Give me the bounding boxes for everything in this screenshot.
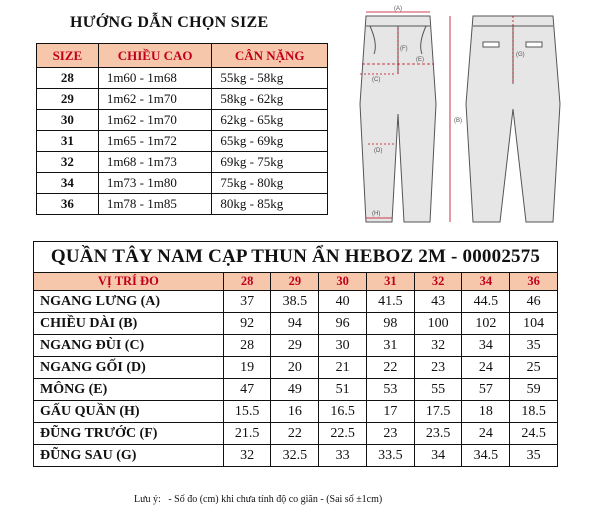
- height-cell: 1m65 - 1m72: [98, 131, 212, 152]
- measure-value: 104: [510, 313, 558, 335]
- table-row: [37, 89, 328, 110]
- table-row: [34, 379, 558, 401]
- measure-value: 34: [414, 445, 462, 467]
- label-a: (A): [394, 6, 402, 12]
- table-row: [37, 110, 328, 131]
- measure-value: 94: [271, 313, 319, 335]
- weight-cell: 69kg - 75kg: [212, 152, 328, 173]
- height-cell: 1m62 - 1m70: [98, 110, 212, 131]
- size-cell: 28: [37, 68, 99, 89]
- note-prefix: Lưu ý:: [134, 494, 161, 505]
- measure-value: 38.5: [271, 291, 319, 313]
- weight-cell: 62kg - 65kg: [212, 110, 328, 131]
- back-pants-illustration: [466, 16, 560, 222]
- table-row: [34, 423, 558, 445]
- position-header: VỊ TRÍ ĐO: [34, 273, 224, 291]
- measure-value: 98: [366, 313, 414, 335]
- measure-value: 35: [510, 445, 558, 467]
- measure-value: 44.5: [462, 291, 510, 313]
- height-cell: 1m68 - 1m73: [98, 152, 212, 173]
- height-header: CHIỀU CAO: [98, 44, 212, 68]
- label-b: (B): [454, 118, 462, 124]
- weight-cell: 55kg - 58kg: [212, 68, 328, 89]
- measure-value: 34.5: [462, 445, 510, 467]
- measure-value: 25: [510, 357, 558, 379]
- size-cell: 32: [37, 152, 99, 173]
- size-col-header: 32: [414, 273, 462, 291]
- table-row: [37, 68, 328, 89]
- size-guide-title: HƯỚNG DẪN CHỌN SIZE: [70, 14, 269, 31]
- measure-value: 17: [366, 401, 414, 423]
- measure-value: 22.5: [319, 423, 367, 445]
- size-col-header: 30: [319, 273, 367, 291]
- measure-value: 22: [366, 357, 414, 379]
- measure-label: MÔNG (E): [34, 379, 224, 401]
- size-col-header: 36: [510, 273, 558, 291]
- table-row: [34, 313, 558, 335]
- measure-value: 28: [223, 335, 271, 357]
- measure-value: 33.5: [366, 445, 414, 467]
- table-row: [34, 335, 558, 357]
- measure-label: GẤU QUẦN (H): [34, 401, 224, 423]
- measure-value: 41.5: [366, 291, 414, 313]
- measure-value: 21.5: [223, 423, 271, 445]
- product-title: QUẦN TÂY NAM CẠP THUN ẨN HEBOZ 2M - 00002575: [34, 242, 558, 273]
- size-cell: 31: [37, 131, 99, 152]
- measure-value: 46: [510, 291, 558, 313]
- measure-value: 21: [319, 357, 367, 379]
- table-row: [34, 401, 558, 423]
- measure-label: NGANG LƯNG (A): [34, 291, 224, 313]
- label-e: (E): [416, 57, 424, 63]
- measure-value: 92: [223, 313, 271, 335]
- footnote: [134, 494, 454, 505]
- measure-value: 100: [414, 313, 462, 335]
- size-col-header: 29: [271, 273, 319, 291]
- size-guide-header-row: [37, 44, 328, 68]
- weight-cell: 80kg - 85kg: [212, 194, 328, 215]
- measure-label: NGANG GỐI (D): [34, 357, 224, 379]
- measure-value: 30: [319, 335, 367, 357]
- table-row: [37, 194, 328, 215]
- label-d: (D): [374, 148, 383, 154]
- table-row: [37, 152, 328, 173]
- measure-value: 18.5: [510, 401, 558, 423]
- measure-value: 29: [271, 335, 319, 357]
- measure-value: 24: [462, 423, 510, 445]
- weight-header: CÂN NẶNG: [212, 44, 328, 68]
- measure-value: 32: [223, 445, 271, 467]
- measure-value: 24: [462, 357, 510, 379]
- measure-value: 17.5: [414, 401, 462, 423]
- measure-value: 16: [271, 401, 319, 423]
- measure-value: 51: [319, 379, 367, 401]
- measure-value: 18: [462, 401, 510, 423]
- table-row: [34, 357, 558, 379]
- measure-value: 15.5: [223, 401, 271, 423]
- measure-value: 19: [223, 357, 271, 379]
- weight-cell: 65kg - 69kg: [212, 131, 328, 152]
- height-cell: 1m73 - 1m80: [98, 173, 212, 194]
- size-cell: 34: [37, 173, 99, 194]
- measurement-table: [33, 241, 558, 467]
- measure-value: 57: [462, 379, 510, 401]
- weight-cell: 58kg - 62kg: [212, 89, 328, 110]
- size-header: SIZE: [37, 44, 99, 68]
- measure-label: CHIỀU DÀI (B): [34, 313, 224, 335]
- measure-value: 20: [271, 357, 319, 379]
- label-f: (F): [400, 46, 408, 52]
- label-c: (C): [372, 77, 381, 83]
- size-cell: 29: [37, 89, 99, 110]
- measure-label: ĐŨNG TRƯỚC (F): [34, 423, 224, 445]
- label-g: (G): [516, 52, 525, 58]
- measure-value: 23: [414, 357, 462, 379]
- measure-value: 53: [366, 379, 414, 401]
- height-cell: 1m78 - 1m85: [98, 194, 212, 215]
- height-cell: 1m60 - 1m68: [98, 68, 212, 89]
- measure-value: 59: [510, 379, 558, 401]
- weight-cell: 75kg - 80kg: [212, 173, 328, 194]
- measure-value: 37: [223, 291, 271, 313]
- measure-value: 16.5: [319, 401, 367, 423]
- measurement-header-row: [34, 273, 558, 291]
- measure-value: 31: [366, 335, 414, 357]
- measure-value: 23.5: [414, 423, 462, 445]
- measure-label: NGANG ĐÙI (C): [34, 335, 224, 357]
- height-cell: 1m62 - 1m70: [98, 89, 212, 110]
- pants-measurement-diagram: [338, 4, 578, 232]
- measure-label: ĐŨNG SAU (G): [34, 445, 224, 467]
- table-row: [34, 291, 558, 313]
- table-row: [37, 131, 328, 152]
- measure-value: 24.5: [510, 423, 558, 445]
- measure-value: 34: [462, 335, 510, 357]
- measure-value: 102: [462, 313, 510, 335]
- measure-value: 23: [366, 423, 414, 445]
- measure-value: 40: [319, 291, 367, 313]
- measure-value: 32.5: [271, 445, 319, 467]
- size-guide-table: [36, 43, 328, 215]
- measure-value: 47: [223, 379, 271, 401]
- size-col-header: 28: [223, 273, 271, 291]
- measure-value: 35: [510, 335, 558, 357]
- size-cell: 36: [37, 194, 99, 215]
- note-text: - Số đo (cm) khi chưa tính độ co giãn - (Sai số ±1cm): [168, 494, 383, 505]
- measure-value: 55: [414, 379, 462, 401]
- front-pants-illustration: [360, 16, 436, 222]
- measure-value: 22: [271, 423, 319, 445]
- measure-value: 32: [414, 335, 462, 357]
- table-row: [37, 173, 328, 194]
- measure-value: 43: [414, 291, 462, 313]
- size-col-header: 31: [366, 273, 414, 291]
- size-col-header: 34: [462, 273, 510, 291]
- measure-value: 49: [271, 379, 319, 401]
- measure-value: 96: [319, 313, 367, 335]
- label-h: (H): [372, 211, 381, 217]
- size-cell: 30: [37, 110, 99, 131]
- measure-value: 33: [319, 445, 367, 467]
- table-row: [34, 445, 558, 467]
